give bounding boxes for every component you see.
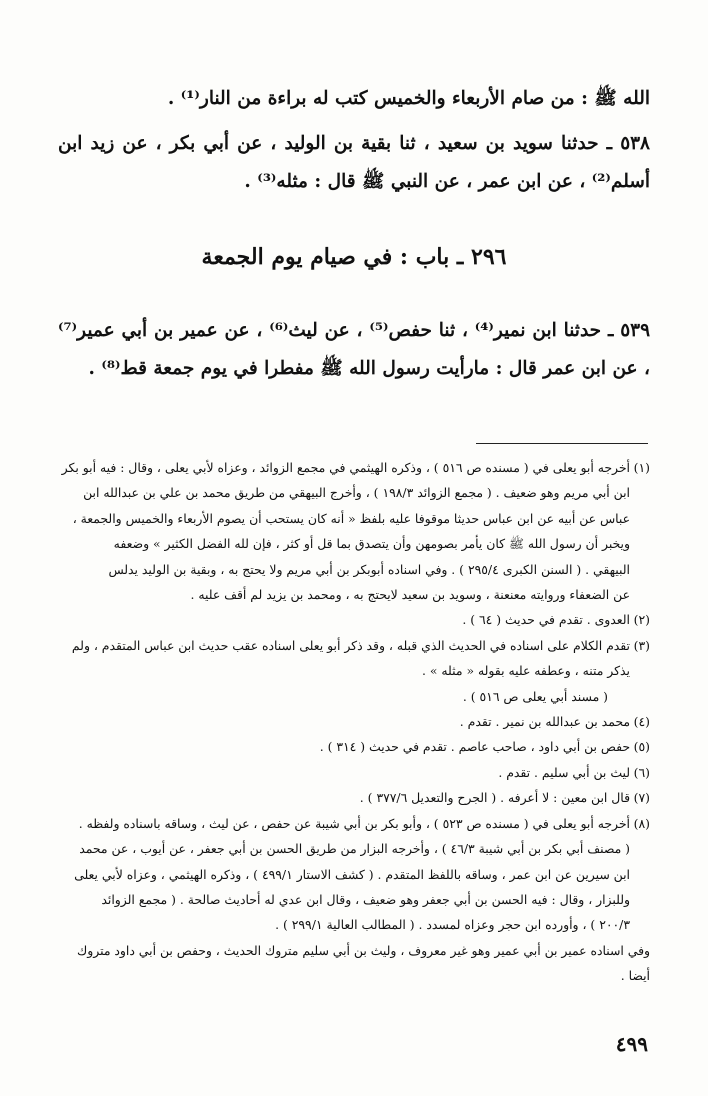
footnote-separator xyxy=(476,443,648,444)
footnote-number: (٦) xyxy=(633,764,650,780)
footnote-number: (٥) xyxy=(633,739,650,755)
footnote-line: عن الضعفاء وروايته معنعنة ، وسويد بن سعيد لايحتج به ، ومحمد بن يزيد لم أقف عليه . xyxy=(190,587,630,603)
footnote-number: (٢) xyxy=(633,612,650,628)
footnote-line: ليث بن أبي سليم . تقدم . xyxy=(498,764,630,780)
footnote-line: تقدم الكلام على اسناده في الحديث الذي قبله ، وقد ذكر أبو يعلى اسناده عقب حديث ابن عباس المتقدم ، ولم xyxy=(71,637,630,653)
footnote-line: ابن أبي مريم وهو ضعيف . ( مجمع الزوائد ١٩٨/٣ ) ، وأخرج البيهقي من طريق محمد بن علي بن عبدالله ابن xyxy=(83,485,630,501)
footnote-line: ٢٠٠/٣ ) ، وأورده ابن حجر وعزاه لمسدد . ( المطالب العالية ٢٩٩/١ ) . xyxy=(275,917,630,933)
footnote-line: أخرجه أبو يعلى في ( مسنده ص ٥٢٣ ) ، وأبو بكر بن أبي شيبة عن حفص ، عن ليث ، وساقه باسناده ولفظه . xyxy=(78,815,630,831)
footnote-line: محمد بن عبدالله بن نمير . تقدم . xyxy=(459,714,630,730)
footnote-8 xyxy=(54,811,650,938)
footnote-line: ويخبر أن رسول الله ﷺ كان يأمر بصومهن وأن يتصدق بما قل أو كثر ، فإن لله الفضل الكثير » وضعفه xyxy=(113,536,630,552)
chapter-heading: ٢٩٦ ـ باب : في صيام يوم الجمعة xyxy=(201,244,507,270)
footnote-7 xyxy=(54,785,650,810)
footnote-number: (٨) xyxy=(633,815,650,831)
page-number: ٤٩٩ xyxy=(615,1032,648,1056)
footnote-number: (٣) xyxy=(633,637,650,653)
footnote-line: وللبزار ، وقال : فيه الحسن بن أبي جعفر وهو ضعيف ، وقال ابن عدي له أحاديث صالحة . ( مجمع الزوائد xyxy=(101,891,630,907)
footnote-5 xyxy=(54,734,650,759)
footnote-line: ( مصنف أبي بكر بن أبي شيبة ٤٦/٣ ) ، وأخرجه البزار من طريق الحسن بن أبي جعفر ، عن أيوب ، عن محمد xyxy=(79,841,630,857)
footnote-number: (٧) xyxy=(633,790,650,806)
footnote-line: أيضا . xyxy=(620,968,650,984)
footnote-line: قال ابن معين : لا أعرفه . ( الجرح والتعديل ٣٧٧/٦ ) . xyxy=(359,790,630,806)
hadith-539: ٥٣٩ ـ حدثنا ابن نمير⁽⁴⁾ ، ثنا حفص⁽⁵⁾ ، عن ليث⁽⁶⁾ ، عن عمير بن أبي عمير⁽⁷⁾ ، عن ابن عمر قال : مارأيت رسول الله ﷺ مفطرا في يوم جمعة قط⁽⁸⁾ . xyxy=(58,320,651,379)
footnote-line: يذكر متنه ، وعطفه عليه بقوله « مثله » . xyxy=(422,663,630,679)
footnote-number: (١) xyxy=(633,460,650,475)
footnote-line: ابن سيرين عن ابن عمر ، وساقه باللفظ المتقدم . ( كشف الاستار ٤٩٩/١ ) ، وذكره الهيثمي ، وعزاه لأبي يعلى xyxy=(74,866,630,882)
footnote-4 xyxy=(54,709,650,734)
footnote-line: البيهقي . ( السنن الكبرى ٢٩٥/٤ ) . وفي اسناده أبوبكر بن أبي مريم ولا يحتج به ، وبقية بن الوليد يدلس xyxy=(108,561,630,577)
footnotes-section xyxy=(54,455,650,989)
hadith-538: ٥٣٨ ـ حدثنا سويد بن سعيد ، ثنا بقية بن الوليد ، عن أبي بكر ، عن زيد ابن أسلم⁽²⁾ ، عن ابن عمر ، عن النبي ﷺ قال : مثله⁽³⁾ . xyxy=(58,133,650,192)
footnote-line: عباس عن أبيه عن ابن عباس حديثا موقوفا عليه بلفظ « أنه كان يستحب أن يصوم الأربعاء والخميس والجمعة ، xyxy=(72,510,630,526)
footnote-2 xyxy=(54,607,650,632)
footnote-closing-note xyxy=(54,938,650,989)
footnote-source-line: ( مسند أبي يعلى ص ٥١٦ ) . xyxy=(462,688,608,704)
footnote-6 xyxy=(54,760,650,785)
footnote-line: حفص بن أبي داود ، صاحب عاصم . تقدم في حديث ( ٣١٤ ) . xyxy=(319,739,630,755)
footnote-line: أخرجه أبو يعلى في ( مسنده ص ٥١٦ ) ، وذكره الهيثمي في مجمع الزوائد ، وعزاه لأبي يعلى ، وقال : فيه أبو بكر xyxy=(61,460,630,475)
footnote-line: وفي اسناده عمير بن أبي عمير وهو غير معروف ، وليث بن أبي سليم متروك الحديث ، وحفص بن أبي داود متروك xyxy=(77,942,650,958)
footnote-number: (٤) xyxy=(633,714,650,730)
footnote-line: العدوى . تقدم في حديث ( ٦٤ ) . xyxy=(462,612,630,628)
main-paragraph-continuation: الله ﷺ : من صام الأربعاء والخميس كتب له براءة من النار⁽¹⁾ . xyxy=(167,88,650,109)
footnote-1 xyxy=(54,455,650,607)
footnote-3 xyxy=(54,633,650,709)
